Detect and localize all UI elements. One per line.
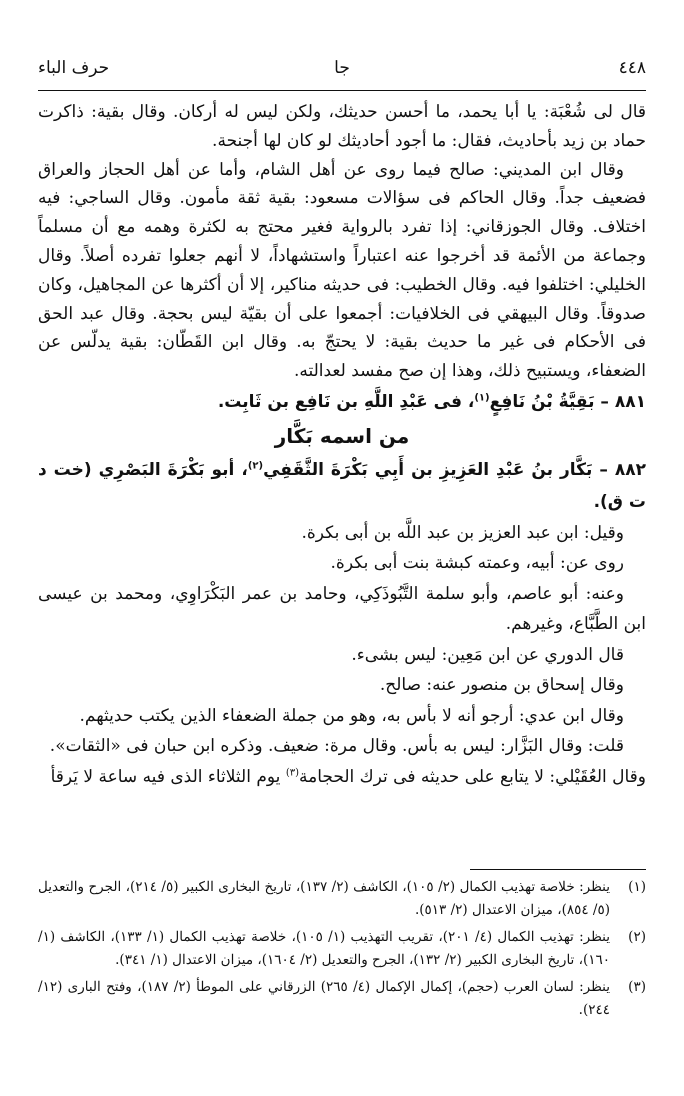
page-header <box>38 52 646 84</box>
entry-882-bazzar: قلت: وقال البَزَّار: ليس به بأس. وقال مرة: ضعيف. وذكره ابن حبان فى «الثقات». <box>49 736 624 757</box>
entry-882: ٨٨٢ – بَكَّار بنُ عَبْدِ العَزِيزِ بن أَبِي بَكْرَةَ الثَّقَفِي$^{(٢)}$، أبو بَكْرَةَ البَصْرِي (خت د ت ق). <box>38 459 646 512</box>
paragraph-shuba-quote: قال لى شُعْبَة: يا أبا يحمد، ما أحسن حديثك، ولكن ليس له أركان. وقال بقية: ذاكرت حماد بن زيد بأحاديث، فقال: ما أجود أحاديثك لو كان لها أجنحة. <box>38 102 646 151</box>
footnote-ref-1: (١) <box>474 392 490 404</box>
entry-881: ٨٨١ – بَقِيَّةُ بْنُ نَافِعٍ$^{(١)}$، فى عَبْدِ اللَّهِ بن نَافِع بن ثَابِت. <box>217 391 646 412</box>
footnote-1 <box>38 876 646 922</box>
footnote-2-number: (٢) <box>628 929 646 945</box>
entry-882-ibn-adi: وقال ابن عدي: أرجو أنه لا بأس به، وهو من جملة الضعفاء الذين يكتب حديثهم. <box>79 705 624 726</box>
entry-882-alt-name: وقيل: ابن عبد العزيز بن عبد اللَّه بن أبى بكرة. <box>301 522 624 543</box>
entry-882-narrated-from: روى عن: أبيه، وعمته كبشة بنت أبى بكرة. <box>330 553 624 574</box>
entry-882-number: ٨٨٢ <box>614 459 646 480</box>
uqayli-text-cont: يوم الثلاثاء الذى فيه ساعة لا يَرقأ <box>50 766 286 787</box>
footnote-1-text: ينظر: خلاصة تهذيب الكمال (٢/ ١٠٥)، الكاشف (٢/ ١٣٧)، تاريخ البخارى الكبير (٥/ ٢١٤)، الجرح والتعديل (٥/ ٨٥٤)، ميزان الاعتدال (٢/ ٥١٣). <box>38 879 610 918</box>
entry-882-ishaq: وقال إسحاق بن منصور عنه: صالح. <box>379 675 624 696</box>
section-heading: من اسمه بَكَّار <box>274 423 410 448</box>
entry-881-name: بَقِيَّةُ بْنُ نَافِعٍ <box>489 391 595 412</box>
footnote-ref-2: (٢) <box>247 460 264 472</box>
footnote-3 <box>38 976 646 1022</box>
footnote-1-number: (١) <box>628 879 646 895</box>
footnote-2 <box>38 926 646 972</box>
footnotes <box>38 876 646 1026</box>
entry-882-uqayli <box>38 762 646 793</box>
page-number: ٤٤٨ <box>618 58 646 78</box>
footnote-3-text: ينظر: لسان العرب (حجم)، إكمال الإكمال (٤/ ٢٦٥) الزرقاني على الموطأ (٢/ ١٨٧)، وفتح البارى (١٢/ ٢٤٤). <box>38 979 610 1018</box>
footnote-2-text: ينظر: تهذيب الكمال (٤/ ٢٠١)، تقريب التهذيب (١/ ١٠٥)، خلاصة تهذيب الكمال (١/ ١٣٣)، الكاشف (١/ ١٦٠)، تاريخ البخارى الكبير (٢/ ١٣٢)، الجرح والتعديل (٢/ ١٦٠٤)، ميزان الاعتدال (١/ ٣٤١). <box>38 929 610 968</box>
chapter-title: حرف الباء <box>38 58 110 78</box>
paragraph-critics: وقال ابن المديني: صالح فيما روى عن أهل الشام، وأما عن أهل الحجاز والعراق فضعيف جداً. وقال الحاكم فى سؤالات مسعود: بقية ثقة مأمون. وقال الساجي: فيه اختلاف. وقال الجوزقاني: إذا تفرد بالرواية فغير محتج به لكثرة وهمه مع أن مسلماً وجماعة من الأئمة قد أخرجوا عنه اعتباراً واستشهاداً، لا أنهم جعلوا تفرده أصلاً. وقال الخليلي: اختلفوا فيه. وقال الخطيب: فى حديثه مناكير، إلا أن أكثرها عن المجاهيل، وكان صدوقاً. وقال البيهقي فى الخلافيات: أجمعوا على أن بقيّة ليس بحجة. وقال عبد الحق فى الأحكام فى غير ما حديث بقية: لا يحتجّ به. وقال ابن القَطّان: بقية يدلّس عن الضعفاء، ويستبيح ذلك، وهذا إن صح مفسد لعدالته. <box>38 159 646 382</box>
header-rule <box>38 90 646 91</box>
entry-881-number: ٨٨١ <box>614 391 646 412</box>
entry-882-narrators: وعنه: أبو عاصم، وأبو سلمة التَّبُوذَكِي، وحامد بن عمر البَكْرَاوِي، ومحمد بن عيسى ابن الطَّبَّاع، وغيرهم. <box>38 583 646 635</box>
entry-882-rest: ، أبو بَكْرَةَ البَصْرِي (خت د ت ق). <box>38 459 646 512</box>
entry-881-rest: ، فى عَبْدِ اللَّهِ بن نَافِع بن ثَابِت. <box>217 391 475 412</box>
entry-882-name: بَكَّار بنُ عَبْدِ العَزِيزِ بن أَبِي بَكْرَةَ الثَّقَفِي <box>263 459 593 480</box>
uqayli-text: وقال العُقَيْلي: لا يتابع على حديثه فى ترك الحجامة <box>299 766 646 787</box>
volume-label: جا <box>334 58 350 78</box>
entry-882-ibn-main: قال الدوري عن ابن مَعِين: ليس بشىء. <box>351 644 624 665</box>
footnote-3-number: (٣) <box>628 979 646 995</box>
footnote-rule <box>470 869 646 870</box>
main-text <box>38 98 646 792</box>
footnote-ref-3: (٣) <box>285 767 299 779</box>
